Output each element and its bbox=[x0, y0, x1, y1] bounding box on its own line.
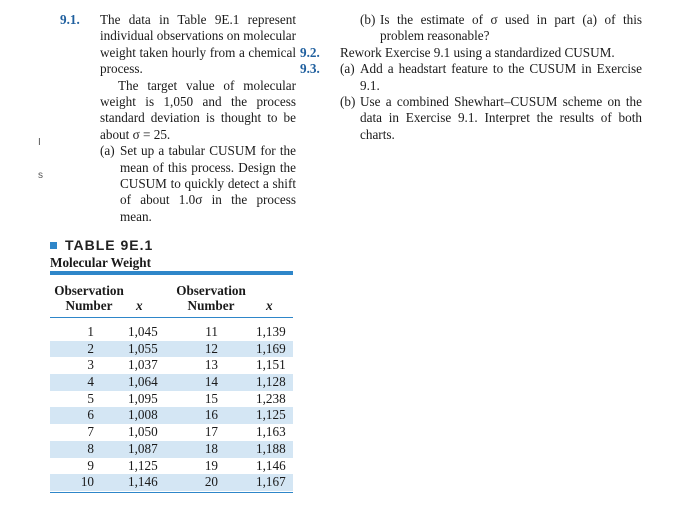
molecular-weight-cell: 1,095 bbox=[128, 390, 158, 406]
margin-mark-1: I bbox=[38, 137, 41, 148]
table-row bbox=[50, 357, 293, 374]
observation-number-cell: 12 bbox=[204, 340, 218, 356]
molecular-weight-cell: 1,125 bbox=[256, 407, 286, 423]
exercise-9-2 bbox=[300, 44, 642, 61]
part-label: (b) bbox=[340, 94, 356, 110]
observation-number-cell: 11 bbox=[205, 324, 218, 339]
molecular-weight-cell: 1,167 bbox=[256, 474, 286, 490]
square-bullet-icon bbox=[50, 242, 57, 249]
observation-number-cell: 4 bbox=[87, 374, 94, 390]
molecular-weight-cell: 1,125 bbox=[128, 457, 158, 473]
exercise-part-b bbox=[340, 94, 642, 143]
table-row bbox=[50, 391, 293, 408]
observation-number-cell: 18 bbox=[204, 440, 218, 456]
table-title: TABLE 9E.1 bbox=[65, 237, 154, 253]
observation-number-cell: 15 bbox=[204, 390, 218, 406]
molecular-weight-cell: 1,037 bbox=[128, 357, 158, 373]
molecular-weight-cell: 1,188 bbox=[256, 440, 286, 456]
exercise-target-text: The target value of molecular weight is 1,050 and the process standard deviation is thought to be about σ = 25. bbox=[100, 77, 296, 142]
exercise-number: 9.3. bbox=[300, 61, 320, 77]
observation-number-cell: 8 bbox=[87, 440, 94, 456]
part-label: (a) bbox=[340, 61, 355, 77]
part-text: Set up a tabular CUSUM for the mean of this process. Design the CUSUM to quickly detect a shift of about 1.0σ in the process mean. bbox=[120, 143, 296, 224]
header-observation-1: Observation Number bbox=[54, 283, 124, 313]
header-x-1: x bbox=[136, 298, 143, 313]
exercise-column-left bbox=[60, 12, 296, 225]
observation-number-cell: 14 bbox=[204, 374, 218, 390]
exercise-text: Rework Exercise 9.1 using a standardized CUSUM. bbox=[340, 44, 615, 60]
margin-mark-2: s bbox=[38, 170, 43, 181]
exercise-intro: The data in Table 9E.1 represent individual observations on molecular weight taken hourly from a chemical process. bbox=[100, 12, 296, 77]
molecular-weight-cell: 1,128 bbox=[256, 374, 286, 390]
part-text: Is the estimate of σ used in part (a) of this problem reasonable? bbox=[380, 12, 642, 44]
observation-number-cell: 3 bbox=[87, 357, 94, 373]
table-row bbox=[50, 324, 293, 341]
part-label: (a) bbox=[100, 143, 115, 159]
table-body bbox=[50, 324, 293, 491]
observation-number-cell: 16 bbox=[204, 407, 218, 423]
molecular-weight-cell: 1,146 bbox=[256, 457, 286, 473]
exercise-9-1-continued bbox=[320, 12, 642, 45]
molecular-weight-cell: 1,055 bbox=[128, 340, 158, 356]
molecular-weight-cell: 1,064 bbox=[128, 374, 158, 390]
table-bottom-rule bbox=[50, 492, 293, 494]
observation-number-cell: 19 bbox=[204, 457, 218, 473]
table-row bbox=[50, 374, 293, 391]
header-observation-2: Observation Number bbox=[176, 283, 246, 313]
exercise-number: 9.2. bbox=[300, 44, 320, 60]
exercise-column-right bbox=[300, 12, 642, 143]
exercise-part-b bbox=[360, 12, 642, 45]
table-caption: Molecular Weight bbox=[50, 255, 151, 270]
exercise-part-a bbox=[340, 61, 642, 94]
observation-number-cell: 10 bbox=[80, 474, 94, 490]
part-text: Add a headstart feature to the CUSUM in Exercise 9.1. bbox=[360, 61, 642, 93]
data-table bbox=[50, 271, 293, 493]
header-x-2: x bbox=[266, 298, 273, 313]
molecular-weight-cell: 1,146 bbox=[128, 474, 158, 490]
observation-number-cell: 6 bbox=[87, 407, 94, 423]
exercise-9-3 bbox=[300, 61, 642, 143]
table-row bbox=[50, 407, 293, 424]
observation-number-cell: 17 bbox=[204, 424, 218, 440]
table-row bbox=[50, 474, 293, 491]
molecular-weight-cell: 1,139 bbox=[256, 324, 286, 339]
table-header-rule bbox=[50, 317, 293, 318]
molecular-weight-cell: 1,087 bbox=[128, 440, 158, 456]
molecular-weight-cell: 1,169 bbox=[256, 340, 286, 356]
table-row bbox=[50, 458, 293, 475]
table-row bbox=[50, 424, 293, 441]
observation-number-cell: 5 bbox=[87, 390, 94, 406]
table-row bbox=[50, 341, 293, 358]
molecular-weight-cell: 1,050 bbox=[128, 424, 158, 440]
observation-number-cell: 13 bbox=[204, 357, 218, 373]
molecular-weight-cell: 1,151 bbox=[256, 357, 286, 373]
part-text: Use a combined Shewhart–CUSUM scheme on the data in Exercise 9.1. Interpret the results of both charts. bbox=[360, 94, 642, 142]
exercise-9-1 bbox=[60, 12, 296, 225]
molecular-weight-cell: 1,238 bbox=[256, 390, 286, 406]
observation-number-cell: 9 bbox=[87, 457, 94, 473]
observation-number-cell: 7 bbox=[87, 424, 94, 440]
exercise-number: 9.1. bbox=[60, 12, 80, 27]
table-heading bbox=[50, 237, 153, 253]
table-row bbox=[50, 441, 293, 458]
observation-number-cell: 20 bbox=[204, 474, 218, 490]
table-header bbox=[50, 275, 293, 317]
observation-number-cell: 1 bbox=[87, 324, 94, 339]
molecular-weight-cell: 1,163 bbox=[256, 424, 286, 440]
molecular-weight-cell: 1,045 bbox=[128, 324, 158, 339]
exercise-part-a bbox=[100, 143, 296, 225]
observation-number-cell: 2 bbox=[87, 340, 94, 356]
molecular-weight-cell: 1,008 bbox=[128, 407, 158, 423]
part-label: (b) bbox=[360, 12, 376, 27]
